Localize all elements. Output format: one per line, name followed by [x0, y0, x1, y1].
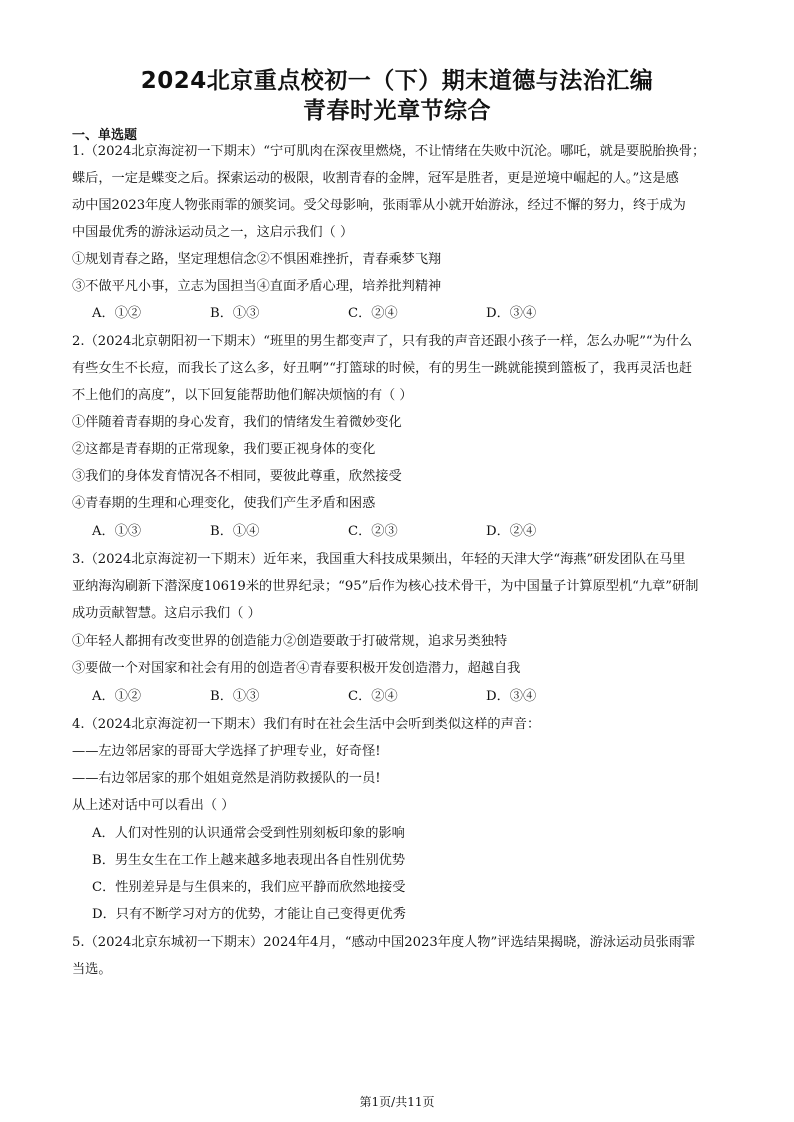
q2-option-b: B．①④	[210, 524, 260, 539]
q1-statement: ③不做平凡小事，立志为国担当④直面矛盾心理，培养批判精神	[72, 279, 442, 294]
q2-statement: ④青春期的生理和心理变化，使我们产生矛盾和困惑	[72, 496, 376, 511]
q3-statement: ①年轻人都拥有改变世界的创造能力②创造要敢于打破常规，追求另类独特	[72, 634, 508, 649]
q3-option-c: C．②④	[348, 689, 398, 704]
q2-option-c: C．②③	[348, 524, 398, 539]
q1-option-d: D．③④	[486, 306, 537, 321]
q1-statement: ①规划青春之路，坚定理想信念②不惧困难挫折，青春乘梦飞翔	[72, 252, 442, 267]
q4-dialogue-line: ——右边邻居家的那个姐姐竟然是消防救援队的一员!	[72, 771, 381, 786]
document-subtitle: 青春时光章节综合	[303, 98, 491, 124]
q3-option-d: D．③④	[486, 689, 537, 704]
q4-option-c: C．性别差异是与生俱来的，我们应平静而欣然地接受	[92, 880, 406, 895]
q4-option-a: A．人们对性别的认识通常会受到性别刻板印象的影响	[92, 826, 405, 841]
q1-text-line: 蝶后，一定是蝶变之后。探索运动的极限，收割青春的金牌，冠军是胜者，更是逆境中崛起的人。”这是感	[72, 171, 679, 186]
document-title: 2024北京重点校初一（下）期末道德与法治汇编	[140, 68, 654, 94]
q1-text-line: 动中国2023年度人物张雨霏的颁奖词。受父母影响，张雨霏从小就开始游泳，经过不懈的努力，终于成为	[72, 198, 686, 213]
q4-dialogue-line: ——左边邻居家的哥哥大学选择了护理专业，好奇怪!	[72, 744, 381, 759]
q2-text-line: 2.（2024北京朝阳初一下期末）“班里的男生都变声了，只有我的声音还跟小孩子一样，怎么办呢”“为什么	[72, 334, 693, 349]
q2-text-line: 不上他们的高度”，以下回复能帮助他们解决烦恼的有（ ）	[72, 388, 413, 403]
q2-statement: ①伴随着青春期的身心发育，我们的情绪发生着微妙变化	[72, 415, 402, 430]
q3-statement: ③要做一个对国家和社会有用的创造者④青春要积极开发创造潜力，超越自我	[72, 661, 521, 676]
q1-option-a: A．①②	[92, 306, 142, 321]
q2-option-d: D．②④	[486, 524, 537, 539]
q2-statement: ②这都是青春期的正常现象，我们要正视身体的变化	[72, 442, 376, 457]
q2-option-a: A．①③	[92, 524, 142, 539]
q2-statement: ③我们的身体发育情况各不相同，要彼此尊重，欣然接受	[72, 469, 402, 484]
q3-text-line: 成功贡献智慧。这启示我们（ ）	[72, 606, 261, 621]
q3-text-line: 亚纳海沟刷新下潜深度10619米的世界纪录；“95”后作为核心技术骨干，为中国量子计算原型机“九章”研制	[72, 579, 699, 594]
q1-option-c: C．②④	[348, 306, 398, 321]
q4-text-line: 4.（2024北京海淀初一下期末）我们有时在社会生活中会听到类似这样的声音：	[72, 717, 541, 732]
q3-option-b: B．①③	[210, 689, 260, 704]
q4-text-line: 从上述对话中可以看出（ ）	[72, 798, 235, 813]
q1-text-line: 1.（2024北京海淀初一下期末）“宁可肌肉在深夜里燃烧，不让情绪在失败中沉沦。哪吒，就是要脱胎换骨；	[72, 144, 706, 159]
q1-text-line: 中国最优秀的游泳运动员之一，这启示我们（ ）	[72, 225, 354, 240]
q2-text-line: 有些女生不长痘，而我长了这么多，好丑啊”“打篮球的时候，有的男生一跳就能摸到篮板了，我再灵活也赶	[72, 361, 693, 376]
q5-text-line: 当选。	[72, 962, 112, 977]
q5-text-line: 5.（2024北京东城初一下期末）2024年4月，“感动中国2023年度人物”评选结果揭晓，游泳运动员张雨霏	[72, 935, 696, 950]
section-heading: 一、单选题	[72, 128, 138, 143]
q4-option-d: D．只有不断学习对方的优势，才能让自己变得更优秀	[92, 907, 406, 922]
q1-option-b: B．①③	[210, 306, 260, 321]
q3-text-line: 3.（2024北京海淀初一下期末）近年来，我国重大科技成果频出，年轻的天津大学“海燕”研发团队在马里	[72, 552, 686, 567]
page-footer: 第1页/共11页	[359, 1095, 435, 1109]
q3-option-a: A．①②	[92, 689, 142, 704]
q4-option-b: B．男生女生在工作上越来越多地表现出各自性别优势	[92, 853, 406, 868]
